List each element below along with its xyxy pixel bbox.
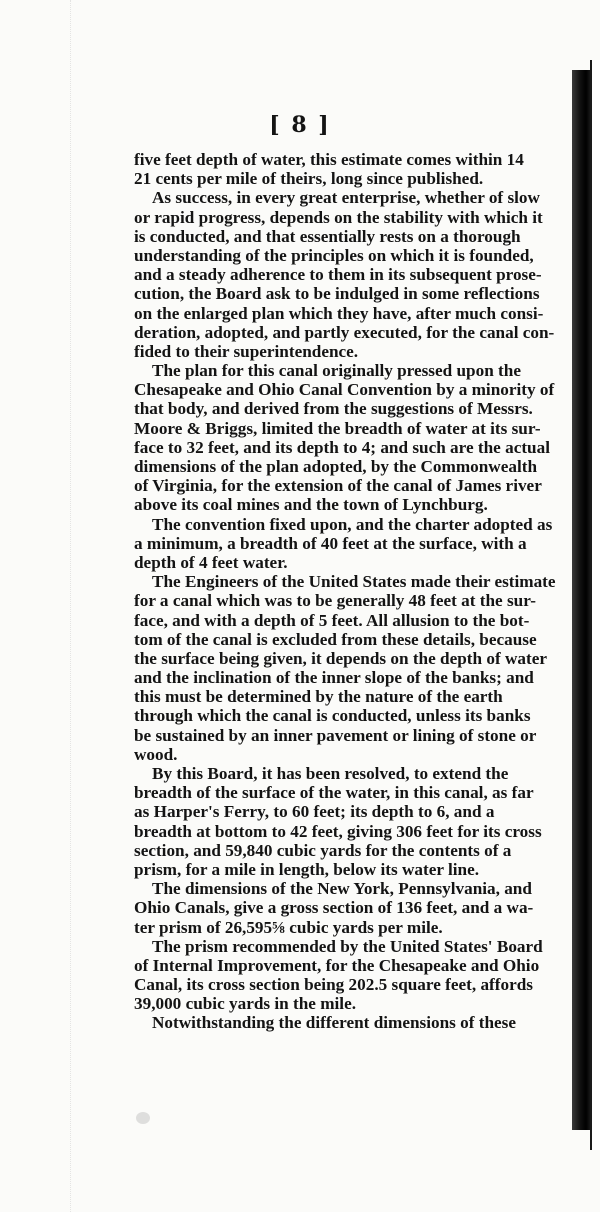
page-number: [ 8 ] [269,112,331,138]
text-line: The plan for this canal originally pressed upon the [152,361,521,381]
text-line: five feet depth of water, this estimate comes within 14 [134,150,524,169]
text-line: The Engineers of the United States made their estimate [152,572,556,592]
text-line: prism, for a mile in length, below its water line. [134,859,479,879]
facing-page-edge [590,60,600,1150]
text-line: is conducted, and that essentially rests on a thorough [134,226,521,246]
text-line: that body, and derived from the suggestions of Messrs. [134,399,533,419]
text-line: above its coal mines and the town of Lynchburg. [134,495,488,515]
text-line: be sustained by an inner pavement or lining of stone or [134,725,537,745]
ink-smudge [136,1112,150,1124]
text-line: 21 cents per mile of theirs, long since published. [134,169,484,189]
text-line: The prism recommended by the United States' Board [152,936,543,956]
text-line: tom of the canal is excluded from these details, because [134,629,537,649]
text-line: 39,000 cubic yards in the mile. [134,994,357,1014]
text-line: Ohio Canals, give a gross section of 136 feet, and a wa- [134,898,534,918]
text-line: breadth of the surface of the water, in this canal, as far [134,783,534,803]
text-line: through which the canal is conducted, unless its banks [134,706,531,726]
text-line: and the inclination of the inner slope of the banks; and [134,668,534,688]
text-line: of Internal Improvement, for the Chesapeake and Ohio [134,955,540,975]
text-line: Notwithstanding the different dimensions of these [152,1013,516,1033]
text-line: Canal, its cross section being 202.5 square feet, affords [134,975,533,995]
text-line: dimensions of the plan adopted, by the Commonwealth [134,457,537,476]
text-line: The dimensions of the New York, Pennsylvania, and [152,879,532,899]
text-line: section, and 59,840 cubic yards for the contents of a [134,840,512,860]
text-line: or rapid progress, depends on the stability with which it [134,207,543,227]
text-line: as Harper's Ferry, to 60 feet; its depth to 6, and a [134,802,495,822]
text-line: this must be determined by the nature of the earth [134,687,503,707]
text-line: a minimum, a breadth of 40 feet at the surface, with a [134,533,527,553]
text-line: fided to their superintendence. [134,341,359,361]
text-line: cution, the Board ask to be indulged in some reflections [134,284,540,304]
text-line: breadth at bottom to 42 feet, giving 306 feet for its cross [134,821,542,841]
text-line: understanding of the principles on which it is founded, [134,245,534,265]
bleed-through-shadow [40,0,71,1212]
text-line: wood. [134,744,178,764]
text-line: of Virginia, for the extension of the canal of James river [134,476,542,496]
text-line: Moore & Briggs, limited the breadth of water at its sur- [134,418,541,438]
text-line: Chesapeake and Ohio Canal Convention by a minority of [134,380,555,400]
text-line: the surface being given, it depends on the depth of water [134,648,547,668]
text-line: As success, in every great enterprise, whether of slow [152,188,540,208]
text-line: face, and with a depth of 5 feet. All allusion to the bot- [134,610,530,630]
text-line: and a steady adherence to them in its subsequent prose- [134,265,542,285]
text-line: on the enlarged plan which they have, after much consi- [134,303,544,323]
text-line: depth of 4 feet water. [134,552,288,572]
text-line: ter prism of 26,595⅝ cubic yards per mile. [134,917,443,937]
binding-spine [572,70,592,1130]
text-line: for a canal which was to be generally 48 feet at the sur- [134,591,536,611]
text-line: deration, adopted, and partly executed, for the canal con- [134,322,555,342]
text-line: The convention fixed upon, and the charter adopted as [152,514,553,534]
body-text [134,150,578,1033]
text-line: By this Board, it has been resolved, to extend the [152,764,509,783]
text-line: face to 32 feet, and its depth to 4; and such are the actual [134,437,550,457]
